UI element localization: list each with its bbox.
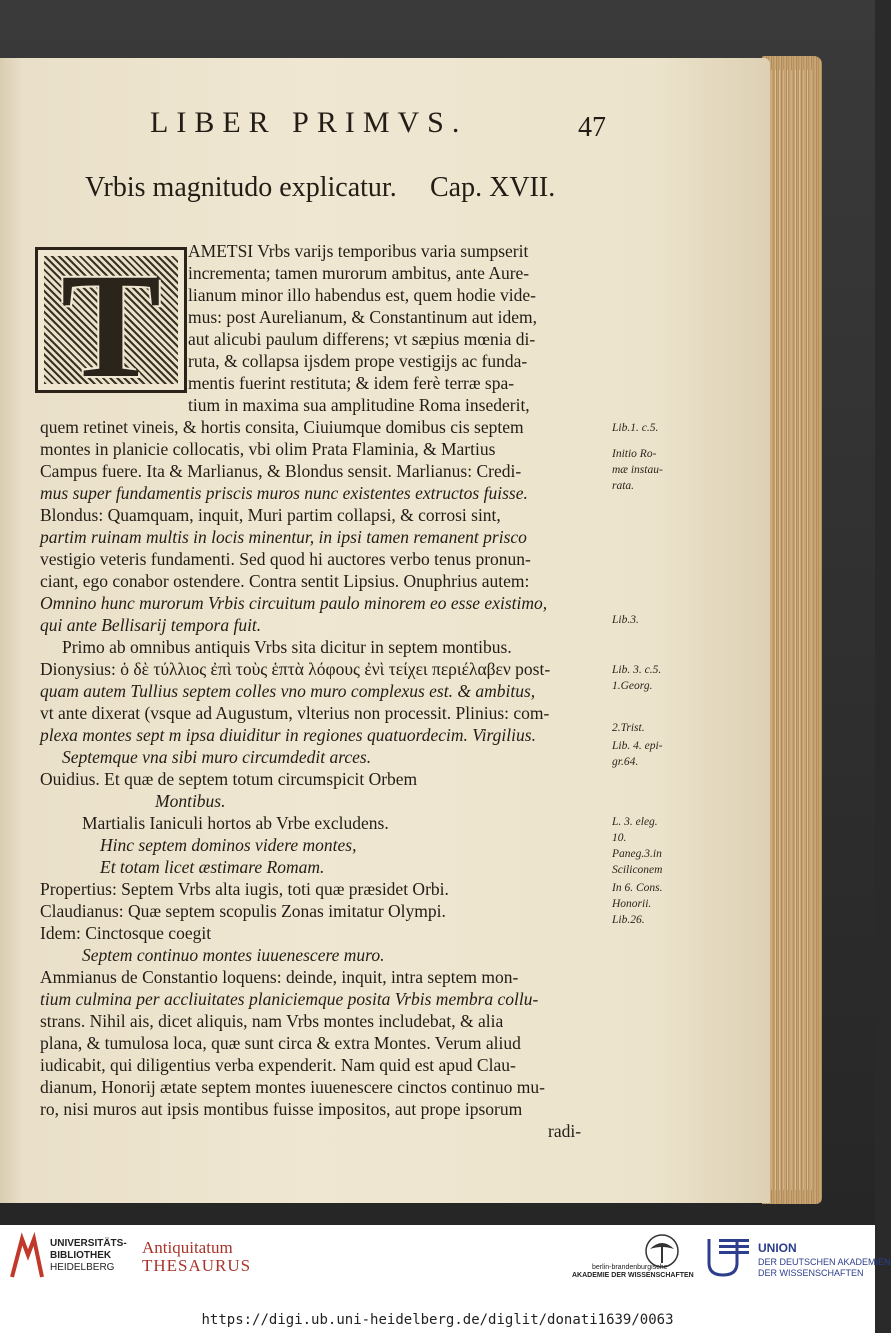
page-edge-texture: [767, 70, 815, 1190]
text-line: Septem continuo montes iuuenescere muro.: [82, 945, 385, 965]
bbaw-name-2: AKADEMIE DER WISSENSCHAFTEN: [572, 1272, 694, 1279]
catchword: radi-: [548, 1121, 582, 1141]
margin-note: gr.64.: [612, 756, 639, 768]
margin-note: L. 3. eleg.: [612, 816, 658, 828]
bbaw-name-1: berlin-brandenburgische: [592, 1264, 668, 1271]
text-line: AMETSI Vrbs varijs temporibus varia sumpserit: [188, 241, 529, 261]
text-line: quam autem Tullius septem colles vno muro complexus est. & ambitus,: [40, 681, 536, 701]
margin-note: 1.Georg.: [612, 680, 653, 692]
text-line: Ammianus de Constantio loquens: deinde, inquit, intra septem mon-: [40, 967, 519, 987]
text-line: Idem: Cinctosque coegit: [40, 923, 212, 943]
text-line: partim ruinam multis in locis minentur, in ipsi tamen remanent prisco: [40, 527, 527, 547]
text-line: lianum minor illo habendus est, quem hodie vide-: [188, 285, 536, 305]
text-line: Septemque vna sibi muro circumdedit arces.: [62, 747, 372, 767]
margin-note: Initio Ro-: [612, 448, 657, 460]
heidelberg-name-2: BIBLIOTHEK: [50, 1250, 112, 1261]
text-line: iudicabit, qui diligentius verba expenderit. Nam quid est apud Clau-: [40, 1055, 516, 1075]
document-url[interactable]: https://digi.ub.uni-heidelberg.de/diglit/donati1639/0063: [201, 1312, 674, 1328]
text-line: mentis fuerint restituta; & idem ferè terræ spa-: [188, 373, 515, 393]
text-line: qui ante Bellisarij tempora fuit.: [40, 615, 262, 635]
text-line: mus: post Aurelianum, & Constantinum aut idem,: [188, 307, 538, 327]
page-number: 47: [578, 112, 606, 143]
margin-note: rata.: [612, 480, 635, 492]
text-line: tium in maxima sua amplitudine Roma insederit,: [188, 395, 530, 415]
text-line: vestigio veteris fundamenti. Sed quod hi auctores verbo tenus pronun-: [40, 549, 531, 569]
margin-note: Lib. 3. c.5.: [612, 664, 662, 676]
margin-note: 10.: [612, 832, 627, 844]
margin-note: Lib.1. c.5.: [612, 422, 659, 434]
margin-note: Paneg.3.in: [612, 848, 662, 860]
text-line: aut alicubi paulum differens; vt sæpius mœnia di-: [188, 329, 536, 349]
heidelberg-name-3: HEIDELBERG: [50, 1262, 115, 1273]
text-line: ro, nisi muros aut ipsis montibus fuisse impositos, aut prope ipsorum: [40, 1099, 523, 1119]
text-line: Campus fuere. Ita & Marlianus, & Blondus sensit. Marlianus: Credi-: [40, 461, 522, 481]
thesaurus-title-2[interactable]: THESAURUS: [142, 1256, 252, 1275]
margin-note: Lib. 4. epi-: [612, 740, 663, 752]
margin-note: Lib.3.: [612, 614, 639, 626]
text-line: Propertius: Septem Vrbs alta iugis, toti quæ præsidet Orbi.: [40, 879, 449, 899]
text-line: Hinc septem dominos videre montes,: [100, 835, 357, 855]
text-line: strans. Nihil ais, dicet aliquis, nam Vrbs montes includebat, & alia: [40, 1011, 504, 1031]
text-line: dianum, Honorij ætate septem montes iuuenescere cinctos continuo mu-: [40, 1077, 545, 1097]
text-line: tium culmina per accliuitates planiciemque posita Vrbis membra collu-: [40, 989, 539, 1009]
text-line: ciant, ego conabor ostendere. Contra sentit Lipsius. Onuphrius autem:: [40, 571, 530, 591]
margin-note: In 6. Cons.: [612, 882, 663, 894]
decorated-initial: [35, 243, 187, 409]
union-name-2: DER DEUTSCHEN AKADEMIEN: [758, 1257, 891, 1267]
chapter-title: Vrbis magnitudo explicatur.: [85, 172, 397, 203]
text-line: Ouidius. Et quæ de septem totum circumspicit Orbem: [40, 769, 418, 789]
text-line: quem retinet vineis, & hortis consita, Ciuiumque domibus cis septem: [40, 417, 524, 437]
text-line: plexa montes sept m ipsa diuiditur in regiones quatuordecim. Virgilius.: [40, 725, 536, 745]
heidelberg-name-1: UNIVERSITÄTS-: [50, 1238, 127, 1249]
margin-note: mæ instau-: [612, 464, 663, 476]
text-line: Martialis Ianiculi hortos ab Vrbe excludens.: [82, 813, 389, 833]
margin-note: Lib.26.: [612, 914, 645, 926]
text-line: Omnino hunc murorum Vrbis circuitum paulo minorem eo esse existimo,: [40, 593, 548, 613]
margin-note: Sciliconem: [612, 864, 663, 876]
thesaurus-title-1[interactable]: Antiquitatum: [142, 1238, 233, 1257]
text-line: Dionysius: ὁ δὲ τύλλιος ἐπὶ τοὺς ἑπτὰ λόφους ἐνὶ τείχει περιέλαβεν post-: [40, 659, 551, 679]
text-line: Blondus: Quamquam, inquit, Muri partim collapsi, & corrosi sint,: [40, 505, 501, 525]
text-line: Primo ab omnibus antiquis Vrbs sita dicitur in septem montibus.: [62, 637, 512, 657]
heidelberg-logo-icon[interactable]: [10, 1235, 44, 1279]
text-line: incrementa; tamen murorum ambitus, ante Aure-: [188, 263, 530, 283]
running-head: LIBER PRIMVS.: [150, 106, 468, 139]
union-logo-icon[interactable]: [705, 1235, 755, 1279]
chapter-number: Cap. XVII.: [430, 172, 556, 203]
text-line: Montibus.: [155, 791, 226, 811]
text-line: ruta, & collapsa ijsdem prope vestigijs ac funda-: [188, 351, 528, 371]
union-name-1: UNION: [758, 1241, 797, 1255]
union-name-3: DER WISSENSCHAFTEN: [758, 1268, 864, 1278]
text-line: mus super fundamentis priscis muros nunc existentes extructos fuisse.: [40, 483, 528, 503]
text-line: vt ante dixerat (vsque ad Augustum, vlterius non processit. Plinius: com-: [40, 703, 550, 723]
text-line: plana, & tumulosa loca, quæ sunt circa & extra Montes. Verum aliud: [40, 1033, 521, 1053]
margin-note: 2.Trist.: [612, 722, 645, 734]
margin-note: Honorii.: [612, 898, 652, 910]
text-line: montes in planicie collocatis, vbi olim Prata Flaminia, & Martius: [40, 439, 496, 459]
text-line: Claudianus: Quæ septem scopulis Zonas imitatur Olympi.: [40, 901, 446, 921]
text-line: Et totam licet æstimare Romam.: [100, 857, 325, 877]
initial-letter: T: [60, 243, 162, 409]
